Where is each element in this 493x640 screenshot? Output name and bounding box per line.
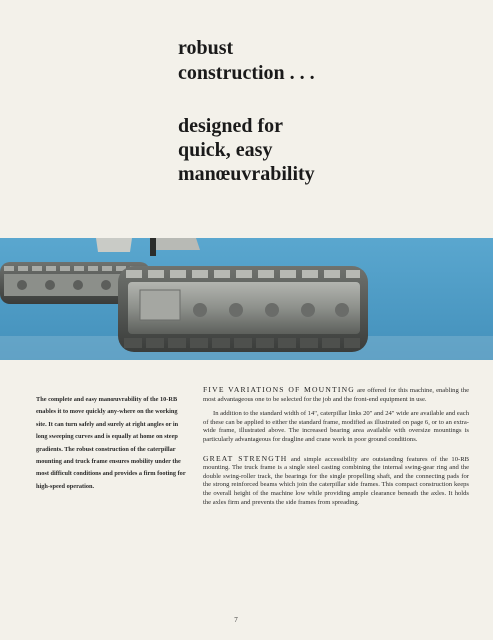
paragraph-strength bbox=[203, 455, 469, 508]
body-text bbox=[203, 386, 469, 513]
paragraph-text: and simple accessibility are outstanding features of the 10-RB mounting. The truck frame is a single steel casting combining the internal swing-gear ring and the double swing-roller track, the bearings for the single propelling shaft, and the connecting pads for the strong reinforced beams which join the caterpillar side frames. This compact construction keeps the overall height of the machine low while providing ample clearance beneath the axles. It holds the axles firm and prevents the side frames from spreading. bbox=[203, 455, 469, 506]
page-number: 7 bbox=[234, 616, 238, 624]
intro-paragraph: The complete and easy manœuvrability of the 10-RB enables it to move quickly any-where on the working site. It can turn safely and surely at right angles or in long sweeping curves and is equally at home on steep gradients. The robust construction of the caterpillar mounting and truck frame ensures mobility under the most difficult conditions and provides a firm footing for high-speed operation. bbox=[36, 396, 186, 490]
caterpillar-mounting-photo bbox=[0, 238, 493, 360]
heading-designed-for bbox=[178, 114, 468, 186]
caterpillar-mounting-image bbox=[0, 238, 493, 360]
heading-line: quick, easy bbox=[178, 139, 273, 161]
paragraph-variations bbox=[203, 386, 469, 404]
paragraph-lead: GREAT STRENGTH bbox=[203, 453, 288, 463]
paragraph-lead: FIVE VARIATIONS OF MOUNTING bbox=[203, 385, 355, 394]
paragraph-widths: In addition to the standard width of 14", caterpillar links 20" and 24" wide are available and each of these can be applied to either the standard frame, modified as illustrated on page 6, or to an extra-wide frame, illustrated above. The increased bearing area available with oversize mountings is particularly advantageous for dragline and crane work in poor ground conditions. bbox=[203, 410, 469, 443]
heading-line: construction . . . bbox=[178, 62, 315, 84]
heading-line: robust bbox=[178, 37, 234, 59]
heading-robust-construction bbox=[178, 36, 468, 86]
paragraph-text: are offered for this machine, enabling the most advantageous one to be selected for the job and the front-end equipment in use. bbox=[203, 387, 469, 403]
heading-line: designed for bbox=[178, 115, 283, 137]
heading-line: manœuvrability bbox=[178, 163, 315, 185]
